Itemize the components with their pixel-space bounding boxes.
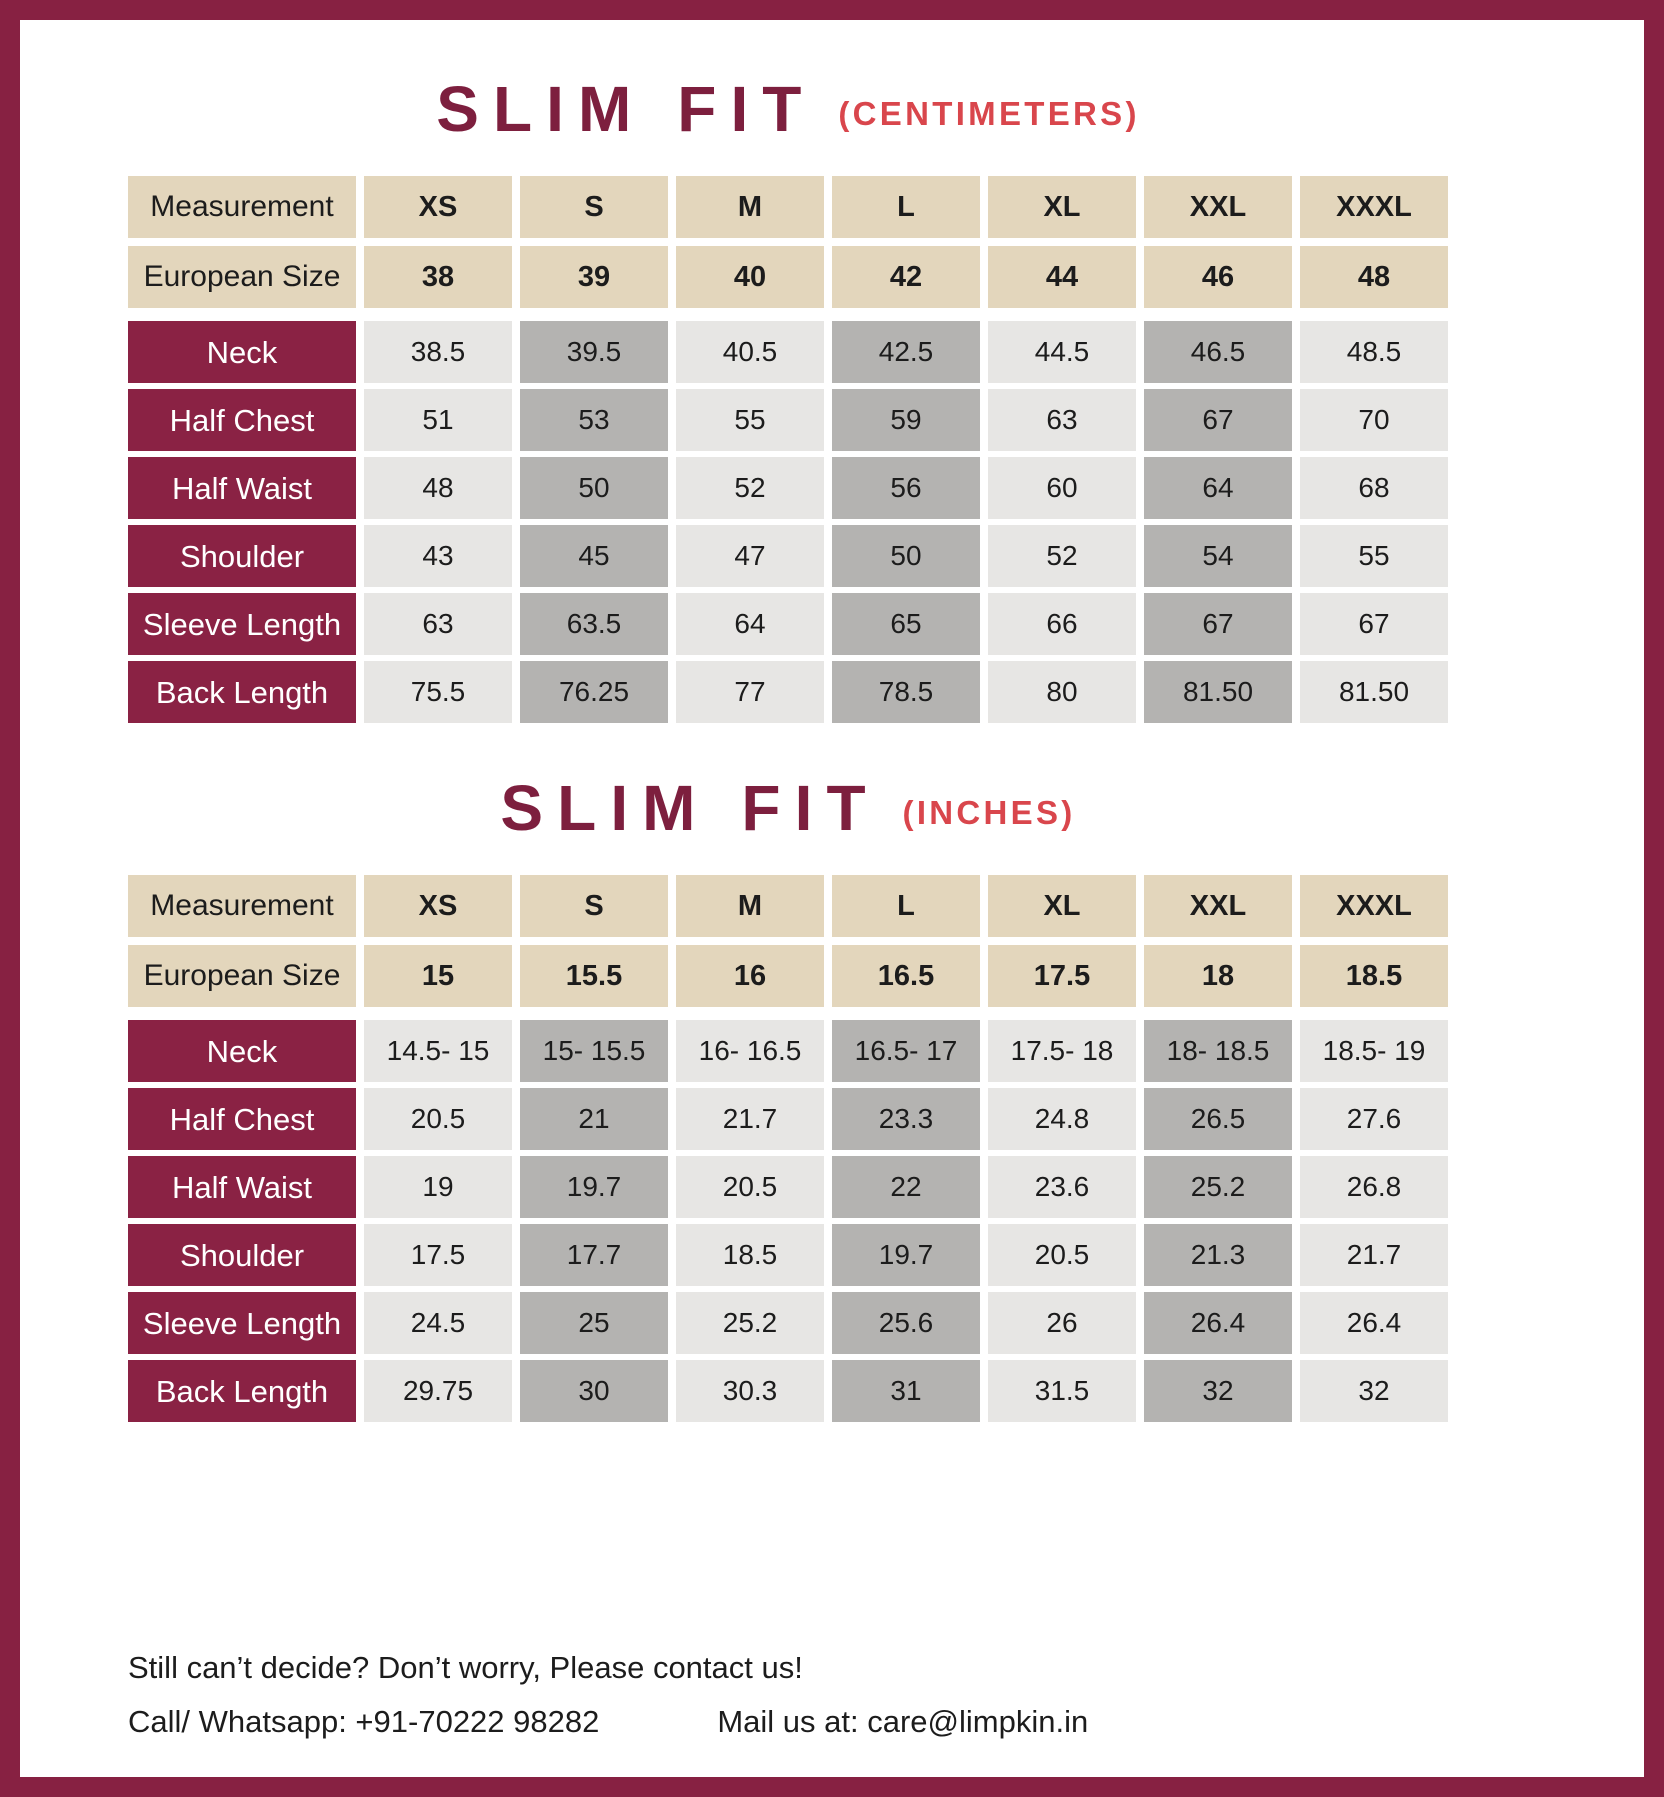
european-size-value-cell: 18.5 [1300, 945, 1448, 1007]
size-value-cell: 77 [676, 661, 824, 723]
size-value-cell: 70 [1300, 389, 1448, 451]
size-value-cell: 65 [832, 593, 980, 655]
size-value-cell: 67 [1144, 593, 1292, 655]
size-value-cell: 21.3 [1144, 1224, 1292, 1286]
size-value-cell: 23.3 [832, 1088, 980, 1150]
size-value-cell: 63 [988, 389, 1136, 451]
measurement-label-cell: Back Length [128, 1360, 356, 1422]
measurement-row [128, 389, 1448, 451]
size-value-cell: 50 [520, 457, 668, 519]
size-value-cell: 66 [988, 593, 1136, 655]
measurement-label-cell: Sleeve Length [128, 1292, 356, 1354]
size-value-cell: 67 [1144, 389, 1292, 451]
measurement-row [128, 321, 1448, 383]
size-value-cell: 55 [676, 389, 824, 451]
measurement-label-cell: Neck [128, 321, 356, 383]
chart-content [20, 72, 1644, 1740]
size-value-cell: 75.5 [364, 661, 512, 723]
size-header-cell: L [832, 875, 980, 937]
measurement-label-cell: Shoulder [128, 525, 356, 587]
size-value-cell: 46.5 [1144, 321, 1292, 383]
size-value-cell: 63 [364, 593, 512, 655]
measurement-row [128, 1156, 1448, 1218]
size-header-cell: S [520, 875, 668, 937]
size-value-cell: 76.25 [520, 661, 668, 723]
size-value-cell: 52 [676, 457, 824, 519]
size-value-cell: 25.2 [676, 1292, 824, 1354]
size-value-cell: 48.5 [1300, 321, 1448, 383]
european-size-label-cell: European Size [128, 945, 356, 1007]
size-value-cell: 68 [1300, 457, 1448, 519]
centimeters-section [128, 72, 1448, 723]
european-size-label-cell: European Size [128, 246, 356, 308]
size-value-cell: 17.5 [364, 1224, 512, 1286]
size-value-cell: 63.5 [520, 593, 668, 655]
measurement-header-cell: Measurement [128, 176, 356, 238]
size-value-cell: 47 [676, 525, 824, 587]
measurement-header-cell: Measurement [128, 875, 356, 937]
size-value-cell: 60 [988, 457, 1136, 519]
size-value-cell: 29.75 [364, 1360, 512, 1422]
size-value-cell: 26.8 [1300, 1156, 1448, 1218]
title-unit-in: (INCHES) [902, 794, 1076, 831]
size-header-cell: XS [364, 875, 512, 937]
european-size-value-cell: 17.5 [988, 945, 1136, 1007]
size-value-cell: 52 [988, 525, 1136, 587]
size-value-cell: 45 [520, 525, 668, 587]
size-value-cell: 51 [364, 389, 512, 451]
size-header-cell: XXL [1144, 875, 1292, 937]
size-value-cell: 15- 15.5 [520, 1020, 668, 1082]
size-value-cell: 26.5 [1144, 1088, 1292, 1150]
size-header-cell: XXL [1144, 176, 1292, 238]
european-size-row [128, 246, 1448, 308]
size-value-cell: 17.5- 18 [988, 1020, 1136, 1082]
measurement-label-cell: Half Chest [128, 389, 356, 451]
size-value-cell: 19.7 [520, 1156, 668, 1218]
size-value-cell: 24.8 [988, 1088, 1136, 1150]
european-size-value-cell: 39 [520, 246, 668, 308]
size-value-cell: 64 [1144, 457, 1292, 519]
european-size-value-cell: 44 [988, 246, 1136, 308]
size-value-cell: 55 [1300, 525, 1448, 587]
size-value-cell: 40.5 [676, 321, 824, 383]
size-header-cell: XXXL [1300, 176, 1448, 238]
size-value-cell: 50 [832, 525, 980, 587]
size-value-cell: 20.5 [676, 1156, 824, 1218]
european-size-value-cell: 42 [832, 246, 980, 308]
inches-section [128, 771, 1448, 1422]
size-value-cell: 54 [1144, 525, 1292, 587]
european-size-row [128, 945, 1448, 1007]
size-value-cell: 80 [988, 661, 1136, 723]
size-header-cell: M [676, 875, 824, 937]
measurement-row [128, 1224, 1448, 1286]
size-value-cell: 20.5 [364, 1088, 512, 1150]
size-header-cell: XL [988, 176, 1136, 238]
european-size-value-cell: 15 [364, 945, 512, 1007]
measurement-label-cell: Shoulder [128, 1224, 356, 1286]
size-value-cell: 26.4 [1300, 1292, 1448, 1354]
measurement-label-cell: Sleeve Length [128, 593, 356, 655]
size-value-cell: 43 [364, 525, 512, 587]
measurement-row [128, 593, 1448, 655]
european-size-value-cell: 16.5 [832, 945, 980, 1007]
measurement-label-cell: Half Waist [128, 1156, 356, 1218]
size-value-cell: 21.7 [676, 1088, 824, 1150]
size-value-cell: 53 [520, 389, 668, 451]
size-value-cell: 30.3 [676, 1360, 824, 1422]
size-value-cell: 39.5 [520, 321, 668, 383]
size-value-cell: 27.6 [1300, 1088, 1448, 1150]
size-value-cell: 30 [520, 1360, 668, 1422]
size-value-cell: 20.5 [988, 1224, 1136, 1286]
measurement-row [128, 661, 1448, 723]
measurement-row [128, 1292, 1448, 1354]
measurement-label-cell: Half Waist [128, 457, 356, 519]
column-header-row [128, 875, 1448, 937]
footer-message: Still can’t decide? Don’t worry, Please contact us! [128, 1650, 803, 1685]
size-value-cell: 38.5 [364, 321, 512, 383]
european-size-value-cell: 15.5 [520, 945, 668, 1007]
european-size-value-cell: 38 [364, 246, 512, 308]
size-value-cell: 21.7 [1300, 1224, 1448, 1286]
contact-footer [128, 1650, 1536, 1740]
size-value-cell: 23.6 [988, 1156, 1136, 1218]
size-value-cell: 48 [364, 457, 512, 519]
size-value-cell: 26.4 [1144, 1292, 1292, 1354]
size-value-cell: 24.5 [364, 1292, 512, 1354]
european-size-value-cell: 48 [1300, 246, 1448, 308]
size-value-cell: 14.5- 15 [364, 1020, 512, 1082]
size-header-cell: L [832, 176, 980, 238]
size-value-cell: 42.5 [832, 321, 980, 383]
contact-email: Mail us at: care@limpkin.in [717, 1704, 1089, 1739]
measurement-label-cell: Half Chest [128, 1088, 356, 1150]
size-value-cell: 16.5- 17 [832, 1020, 980, 1082]
size-value-cell: 26 [988, 1292, 1136, 1354]
measurement-label-cell: Neck [128, 1020, 356, 1082]
size-value-cell: 18.5 [676, 1224, 824, 1286]
size-value-cell: 32 [1144, 1360, 1292, 1422]
size-header-cell: S [520, 176, 668, 238]
european-size-value-cell: 16 [676, 945, 824, 1007]
size-value-cell: 31 [832, 1360, 980, 1422]
size-value-cell: 59 [832, 389, 980, 451]
footer-contacts [128, 1704, 1536, 1740]
size-value-cell: 32 [1300, 1360, 1448, 1422]
title-unit-cm: (CENTIMETERS) [838, 95, 1140, 132]
size-value-cell: 64 [676, 593, 824, 655]
size-value-cell: 19.7 [832, 1224, 980, 1286]
european-size-value-cell: 18 [1144, 945, 1292, 1007]
size-value-cell: 16- 16.5 [676, 1020, 824, 1082]
measurement-row [128, 1020, 1448, 1082]
size-header-cell: XL [988, 875, 1136, 937]
size-value-cell: 25 [520, 1292, 668, 1354]
size-value-cell: 31.5 [988, 1360, 1136, 1422]
size-table-inches [128, 875, 1448, 1422]
measurement-row [128, 457, 1448, 519]
size-value-cell: 17.7 [520, 1224, 668, 1286]
size-value-cell: 25.2 [1144, 1156, 1292, 1218]
size-value-cell: 18.5- 19 [1300, 1020, 1448, 1082]
measurement-label-cell: Back Length [128, 661, 356, 723]
title-text-cm: SLIM FIT [436, 73, 816, 145]
size-header-cell: XS [364, 176, 512, 238]
size-table-centimeters [128, 176, 1448, 723]
size-value-cell: 21 [520, 1088, 668, 1150]
centimeters-title [128, 72, 1448, 146]
measurement-row [128, 1088, 1448, 1150]
european-size-value-cell: 46 [1144, 246, 1292, 308]
size-value-cell: 78.5 [832, 661, 980, 723]
measurement-row [128, 525, 1448, 587]
size-header-cell: M [676, 176, 824, 238]
contact-phone: Call/ Whatsapp: +91-70222 98282 [128, 1704, 600, 1739]
size-value-cell: 18- 18.5 [1144, 1020, 1292, 1082]
size-value-cell: 56 [832, 457, 980, 519]
european-size-value-cell: 40 [676, 246, 824, 308]
size-header-cell: XXXL [1300, 875, 1448, 937]
title-text-in: SLIM FIT [500, 772, 880, 844]
size-value-cell: 22 [832, 1156, 980, 1218]
measurement-row [128, 1360, 1448, 1422]
size-value-cell: 81.50 [1300, 661, 1448, 723]
size-value-cell: 19 [364, 1156, 512, 1218]
size-value-cell: 25.6 [832, 1292, 980, 1354]
inches-title [128, 771, 1448, 845]
size-value-cell: 44.5 [988, 321, 1136, 383]
size-value-cell: 67 [1300, 593, 1448, 655]
size-value-cell: 81.50 [1144, 661, 1292, 723]
column-header-row [128, 176, 1448, 238]
